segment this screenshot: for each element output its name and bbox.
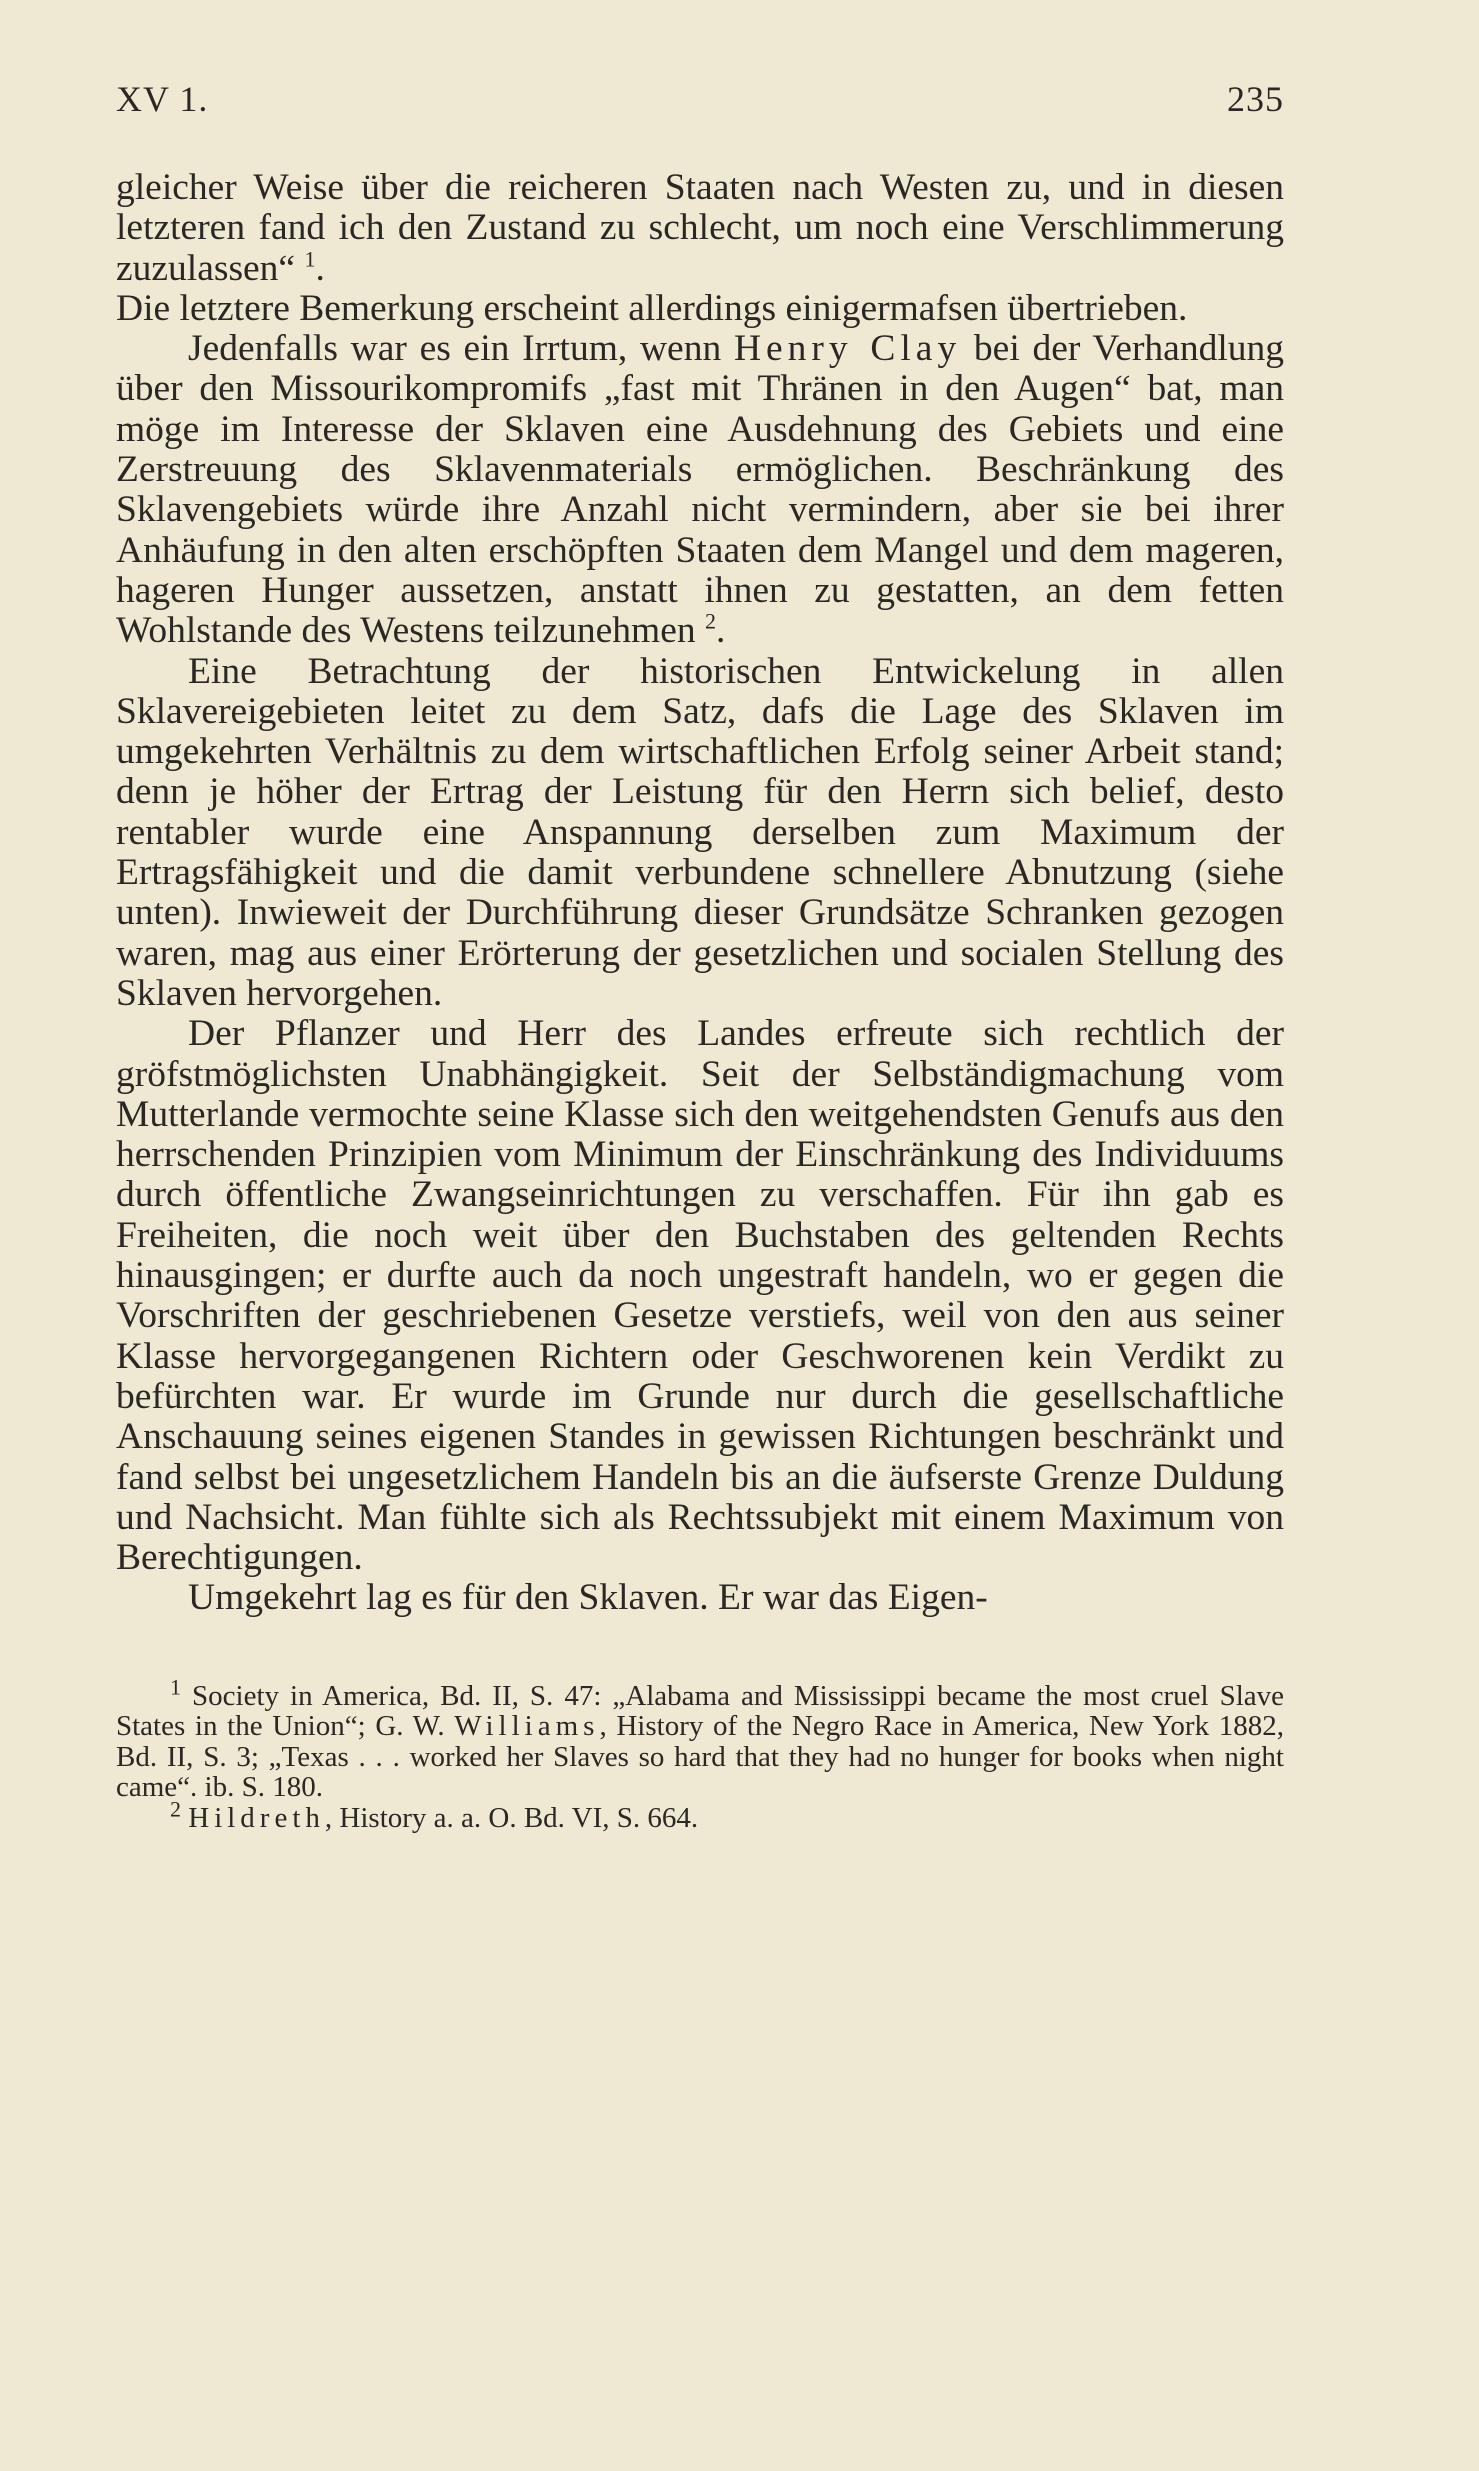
book-page: [116, 78, 1284, 1833]
paragraph: [116, 329, 1284, 651]
footnote-marker: 1: [304, 246, 316, 272]
text-run: bei der Verhandlung über den Missourikompromifs „fast mit Thränen in den Augen“ bat, man möge im Interesse der Sklaven eine Ausdehnung des Gebiets und eine Zerstreuung des Sklavenmaterials ermöglichen. Beschränkung des Sklavengebiets würde ihre Anzahl nicht vermindern, aber sie bei ihrer Anhäufung in den alten erschöpften Staaten dem Mangel und dem mageren, hageren Hunger aussetzen, anstatt ihnen zu gestatten, an dem fetten Wohlstande des Westens teilzunehmen: [116, 328, 1284, 652]
paragraph: [116, 1014, 1284, 1578]
paragraph: [116, 168, 1284, 289]
page-number: 235: [1227, 79, 1284, 119]
paragraph: [116, 652, 1284, 1015]
text-run: Umgekehrt lag es für den Sklaven. Er war das Eigen-: [188, 1577, 988, 1619]
paragraph: [116, 1578, 1284, 1618]
footnote: [116, 1674, 1284, 1804]
text-run: Jedenfalls war es ein Irrtum, wenn: [188, 328, 734, 370]
paragraph: [116, 289, 1284, 329]
text-run: Society in America, Bd. II, S. 47: „Alabama and Mississippi became the most cruel Slave States in the Union“; G. W.: [116, 1679, 1284, 1743]
chapter-marker: XV 1.: [116, 79, 209, 119]
text-run: .: [315, 247, 325, 289]
text-run: Die letztere Bemerkung erscheint allerdings einigermafsen übertrieben.: [116, 287, 1188, 329]
footnotes: [116, 1674, 1284, 1834]
text-run: , History of the Negro Race in America, New York 1882, Bd. II, S. 3; „Texas . . . worked her Slaves so hard that they had no hunger for books when night came“. ib. S. 180.: [116, 1710, 1284, 1804]
emphasized-name: Williams: [454, 1710, 600, 1743]
running-header: [116, 78, 1284, 134]
text-run: Eine Betrachtung der historischen Entwickelung in allen Sklavereigebieten leitet zu dem Satz, dafs die Lage des Sklaven im umgekehrten Verhältnis zu dem wirtschaftlichen Erfolg seiner Arbeit stand; denn je höher der Ertrag der Leistung für den Herrn sich belief, desto rentabler wurde eine Anspannung derselben zum Maximum der Ertragsfähigkeit und die damit verbundene schnellere Abnutzung (siehe unten). Inwieweit der Durchführung dieser Grundsätze Schranken gezogen waren, mag aus einer Erörterung der gesetzlichen und socialen Stellung des Sklaven hervorgehen.: [116, 650, 1284, 1014]
body-text: [116, 168, 1284, 1619]
text-run: , History a. a. O. Bd. VI, S. 664.: [324, 1801, 699, 1834]
text-run: .: [715, 610, 726, 652]
footnote: [116, 1796, 1284, 1834]
text-run: gleicher Weise über die reicheren Staaten nach Westen zu, und in diesen letzteren fand ich den Zustand zu schlecht, um noch eine Verschlimmerung zuzulassen“: [116, 167, 1284, 289]
footnote-marker: 2: [170, 1796, 181, 1822]
footnote-marker: 2: [704, 608, 716, 634]
emphasized-name: Henry Clay: [733, 328, 962, 370]
text-run: Der Pflanzer und Herr des Landes erfreute sich rechtlich der gröfstmöglichsten Unabhängigkeit. Seit der Selbständigmachung vom Mutterlande vermochte seine Klasse sich den weitgehendsten Genufs aus den herrschenden Prinzipien vom Minimum der Einschränkung des Individuums durch öffentliche Zwangseinrichtungen zu verschaffen. Für ihn gab es Freiheiten, die noch weit über den Buchstaben des geltenden Rechts hinausgingen; er durfte auch da noch ungestraft handeln, wo er gegen die Vorschriften der geschriebenen Gesetze verstiefs, weil von den aus seiner Klasse hervorgegangenen Richtern oder Geschworenen kein Verdikt zu befürchten war. Er wurde im Grunde nur durch die gesellschaftliche Anschauung seines eigenen Standes in gewissen Richtungen beschränkt und fand selbst bei ungesetzlichem Handeln bis an die äufserste Grenze Duldung und Nachsicht. Man fühlte sich als Rechtssubjekt mit einem Maximum von Berechtigungen.: [116, 1013, 1284, 1579]
emphasized-name: Hildreth: [188, 1801, 325, 1834]
footnote-marker: 1: [170, 1674, 181, 1700]
